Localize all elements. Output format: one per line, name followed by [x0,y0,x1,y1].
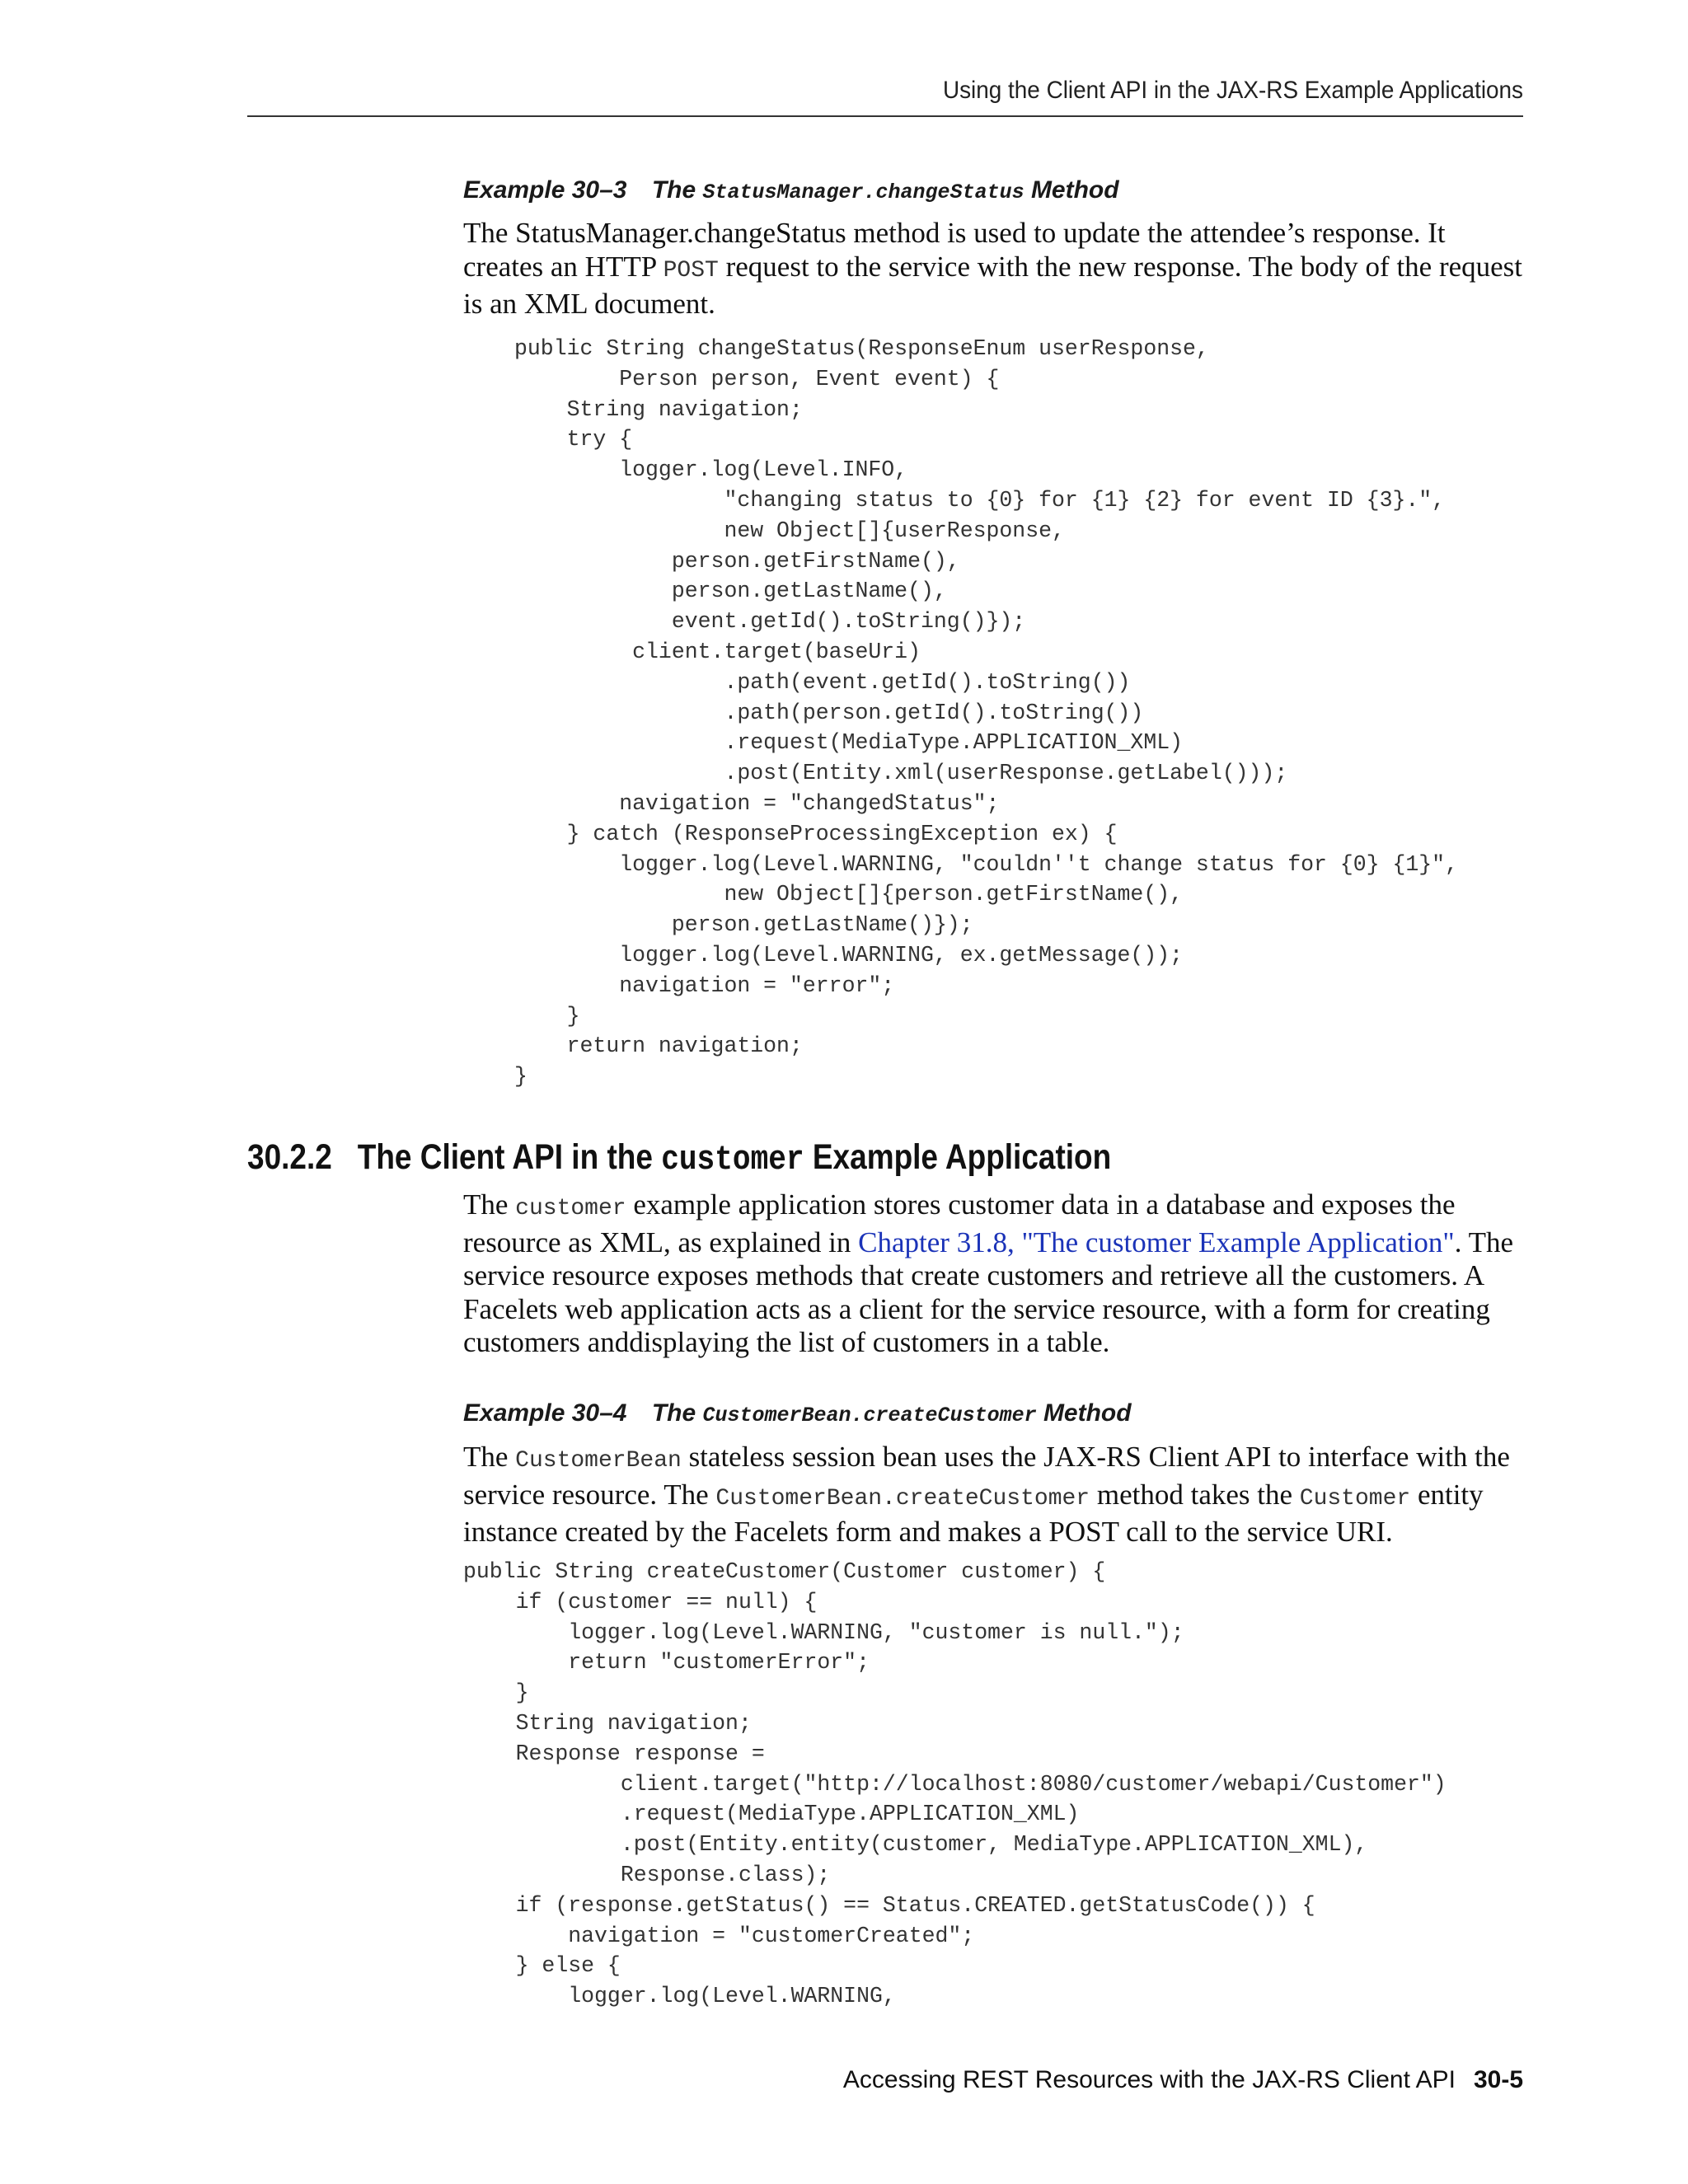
section-heading-30-2-2 [247,1134,1111,1183]
text-run: The [463,1188,516,1221]
caption-suffix: Method [1043,1399,1132,1427]
section-number: 30.2.2 [247,1137,332,1177]
text-run: The [463,1441,516,1473]
inline-code: Customer [1299,1485,1411,1511]
caption-prefix: The [651,1399,696,1427]
code-block-create-customer: public String createCustomer(Customer customer) { if (customer == null) { logger.log(Level.WARNING, "customer is null."); return "customerError"; } String navigation; Response response = client.target("http://localhost:8080/customer/webapi/Customer") .request(MediaType.APPLICATION_XML) .post(Entity.entity(customer, MediaType.APPLICATION_XML), Response.class); if (response.getStatus() == Status.CREATED.getStatusCode()) { navigation = "customerCreated"; } else { logger.log(Level.WARNING, [463,1559,1447,2009]
text-run: . The service resource exposes methods that create customers and retrieve all the customers. A Facelets web application acts as a client for the service resource, with a form for creating customers anddisplaying the list of customers in a table. [463,1226,1513,1358]
text-run: method takes the [1090,1478,1300,1511]
text-run: The StatusManager.changeStatus method is used to update the attendee’s response. It creates an HTTP [463,217,1446,283]
text-run: entity instance created by the Facelets form and makes a POST call to the service URI. [463,1478,1484,1548]
code-block-change-status: public String changeStatus(ResponseEnum userResponse, Person person, Event event) { String navigation; try { logger.log(Level.INFO, "changing status to {0} for {1} {2} for event ID {3}.", new Object[]{userResponse, person.getFirstName(), person.getLastName(), event.getId().toString()}); client.target(baseUri) .path(event.getId().toString()) .path(person.getId().toString()) .request(MediaType.APPLICATION_XML) .post(Entity.xml(userResponse.getLabel())); navigation = "changedStatus"; } catch (ResponseProcessingException ex) { logger.log(Level.WARNING, "couldn''t change status for {0} {1}", new Object[]{person.getFirstName(), person.getLastName()}); logger.log(Level.WARNING, ex.getMessage()); navigation = "error"; } return navigation; } [514,336,1458,1090]
inline-code: POST [663,257,719,284]
footer-title: Accessing REST Resources with the JAX-RS Client API [842,2066,1456,2093]
section-title-prefix: The Client API in the [357,1137,653,1177]
running-header: Using the Client API in the JAX-RS Example Applications [942,77,1523,104]
section-intro-paragraph [463,1188,1526,1360]
caption-suffix: Method [1030,176,1119,204]
page-number: 30-5 [1473,2066,1523,2093]
caption-code: CustomerBean.createCustomer [702,1404,1037,1427]
section-title-suffix: Example Application [812,1137,1112,1177]
example-caption-30-3 [463,174,1119,209]
caption-prefix: The [651,176,696,204]
page-footer [247,2064,1523,2097]
chapter-31-8-link[interactable]: Chapter 31.8, "The customer Example Application" [858,1226,1455,1258]
inline-code: customer [515,1196,626,1221]
example-30-3-description [463,217,1526,321]
header-rule [247,115,1523,117]
inline-code: CustomerBean.createCustomer [715,1485,1090,1511]
text-run: request to the service with the new response. The body of the request is an XML document. [463,250,1523,320]
example-number: Example 30–3 [463,176,627,204]
text-run: stateless session bean uses the JAX-RS Client API to interface with the service resource. The [463,1441,1510,1511]
text-run: example application stores customer data in a database and exposes the resource as XML, as explained in [463,1188,1456,1258]
section-title-code: customer [661,1140,804,1179]
example-30-4-description [463,1441,1526,1549]
example-caption-30-4 [463,1397,1132,1432]
caption-code: StatusManager.changeStatus [702,180,1025,204]
inline-code: CustomerBean [515,1448,682,1474]
example-number: Example 30–4 [463,1399,627,1427]
